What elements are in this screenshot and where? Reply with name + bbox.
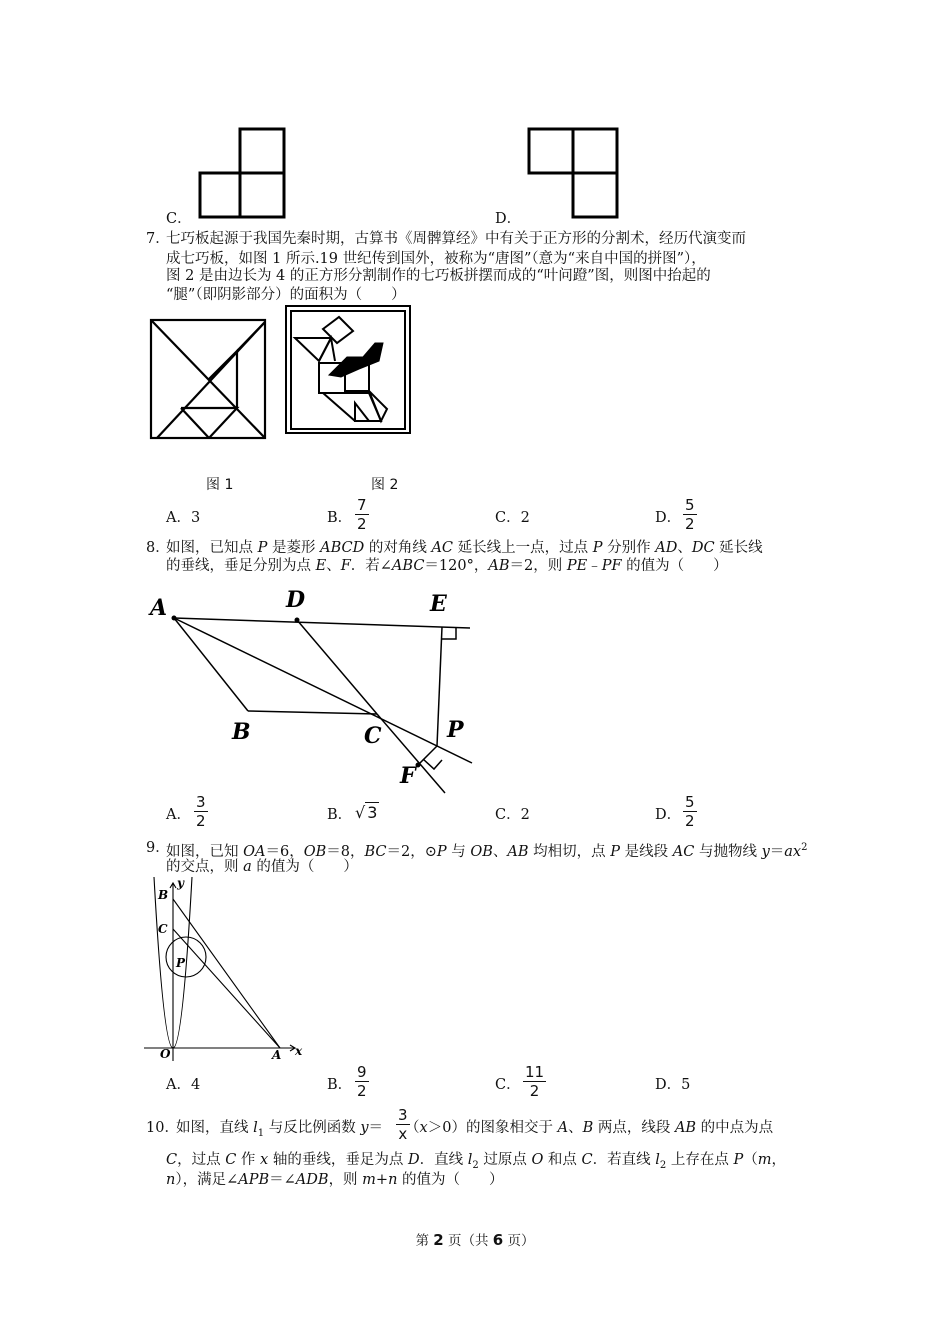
q7-fig2-caption: 图 2 xyxy=(371,477,399,493)
fraction-numerator: 9 xyxy=(357,1063,367,1081)
fraction-denominator: 2 xyxy=(685,812,695,830)
q9-option-c-fraction xyxy=(523,1063,546,1100)
q8-line1: 如图，已知点 P 是菱形 ABCD 的对角线 AC 延长线上一点，过点 P 分别作 AD、DC 延长线 xyxy=(166,540,763,556)
q8-option-c[interactable]: C．2 xyxy=(495,807,530,823)
fraction-numerator: 11 xyxy=(525,1063,545,1081)
fraction-denominator: 2 xyxy=(357,1082,367,1100)
sqrt-icon: √ xyxy=(355,803,366,822)
q7-line4: “腿”（即阴影部分）的面积为（ ） xyxy=(166,287,406,303)
parabola-label-y: y xyxy=(177,876,184,890)
q7-line3: 图 2 是由边长为 4 的正方形分割制作的七巧板拼摆而成的“叶问蹬”图，则图中抬起的 xyxy=(166,268,711,284)
q7-option-b-fraction xyxy=(355,496,369,533)
q7-option-a[interactable]: A．3 xyxy=(166,510,201,526)
tangram-shaded-leg xyxy=(329,343,383,377)
q9-line2: 的交点，则 a 的值为（ ） xyxy=(166,859,358,875)
q7-option-b-label[interactable]: B． xyxy=(327,510,353,526)
q6-option-c-figure xyxy=(195,125,295,225)
q7-number: 7． xyxy=(146,231,170,247)
fraction-denominator: 2 xyxy=(196,812,206,830)
page-total: 6 xyxy=(492,1231,504,1249)
q7-option-c[interactable]: C．2 xyxy=(495,510,530,526)
tangram-figure-2 xyxy=(283,303,413,437)
fraction-numerator: 3 xyxy=(196,793,206,811)
fraction-numerator: 3 xyxy=(398,1106,408,1124)
fraction-denominator: 2 xyxy=(529,1082,540,1100)
parabola-label-a: A xyxy=(272,1048,282,1062)
rhombus-label-p: P xyxy=(447,717,464,743)
rhombus-label-f: F xyxy=(400,763,416,789)
fraction-numerator: 7 xyxy=(357,496,367,514)
q8-option-d-label[interactable]: D． xyxy=(655,807,682,823)
q10-line1: 如图，直线 $l_1$ 与反比例函数 y＝ （x＞0）的图象相交于 A、B 两点，线段 AB 的中点为点 xyxy=(176,1120,774,1139)
page-number: 2 xyxy=(433,1231,444,1249)
fraction-numerator: 5 xyxy=(685,496,695,514)
parabola-label-b: B xyxy=(158,888,169,902)
q9-option-d[interactable]: D．5 xyxy=(655,1077,691,1093)
q8-option-b-sqrt: √ 3 xyxy=(355,803,378,822)
rhombus-label-e: E xyxy=(430,591,447,617)
q9-option-b-fraction xyxy=(355,1063,369,1100)
parabola-label-c: C xyxy=(158,922,168,936)
parabola-label-p: P xyxy=(176,956,186,970)
rhombus-label-b: B xyxy=(232,719,251,745)
q7-option-d-fraction xyxy=(683,496,697,533)
q8-option-b-label[interactable]: B． xyxy=(327,807,353,823)
q8-line2: 的垂线，垂足分别为点 E、F．若∠ABC＝120°，AB＝2，则 PE﹣PF 的值为（ ） xyxy=(166,558,728,574)
parabola-label-x: x xyxy=(295,1044,303,1058)
tangram-figure-1 xyxy=(143,312,273,444)
q10-number: 10． xyxy=(146,1120,179,1136)
fraction-denominator: 2 xyxy=(357,515,367,533)
rhombus-label-c: C xyxy=(364,723,382,749)
q7-option-d-label[interactable]: D． xyxy=(655,510,682,526)
q8-option-a-fraction xyxy=(194,793,208,830)
q10-inverse-function-fraction xyxy=(396,1106,410,1143)
q8-option-a-label[interactable]: A． xyxy=(166,807,191,823)
parabola-figure xyxy=(140,875,310,1065)
q7-fig1-caption: 图 1 xyxy=(206,477,234,493)
q9-number: 9． xyxy=(146,840,170,856)
q8-number: 8． xyxy=(146,540,170,556)
page-footer: 第 2 页（共 6 页） xyxy=(415,1231,535,1249)
q6-option-d-figure xyxy=(525,125,625,225)
q9-option-b-label[interactable]: B． xyxy=(327,1077,353,1093)
fraction-denominator: 2 xyxy=(685,515,695,533)
q10-line2: C，过点 C 作 x 轴的垂线，垂足为点 D．直线 $l_2$ 过原点 O 和点 C．若直线 $l_2$ 上存在点 P（m， xyxy=(166,1152,787,1171)
q7-line1: 七巧板起源于我国先秦时期，古算书《周髀算经》中有关于正方形的分割术，经历代演变而 xyxy=(166,231,746,247)
q9-option-a[interactable]: A．4 xyxy=(166,1077,201,1093)
parabola-label-o: O xyxy=(160,1047,171,1061)
fraction-denominator: x xyxy=(398,1125,408,1143)
q10-line3: n），满足∠APB＝∠ADB，则 m+n 的值为（ ） xyxy=(166,1172,504,1188)
fraction-numerator: 5 xyxy=(685,793,695,811)
rhombus-label-a: A xyxy=(150,595,168,621)
q6-option-d-label: D． xyxy=(495,211,522,227)
q6-option-c-label: C． xyxy=(166,211,192,227)
q8-option-d-fraction xyxy=(683,793,697,830)
q9-option-c-label[interactable]: C． xyxy=(495,1077,521,1093)
q9-line1: 如图，已知 OA＝6，OB＝8，BC＝2，⊙P 与 OB、AB 均相切，点 P 是线段 AC 与抛物线 $y=ax^2$ xyxy=(166,842,808,860)
q7-line2: 成七巧板，如图 1 所示.19 世纪传到国外，被称为“唐图”（意为“来自中国的拼图”）， xyxy=(166,251,706,267)
rhombus-label-d: D xyxy=(286,587,306,613)
rhombus-figure xyxy=(140,585,485,795)
